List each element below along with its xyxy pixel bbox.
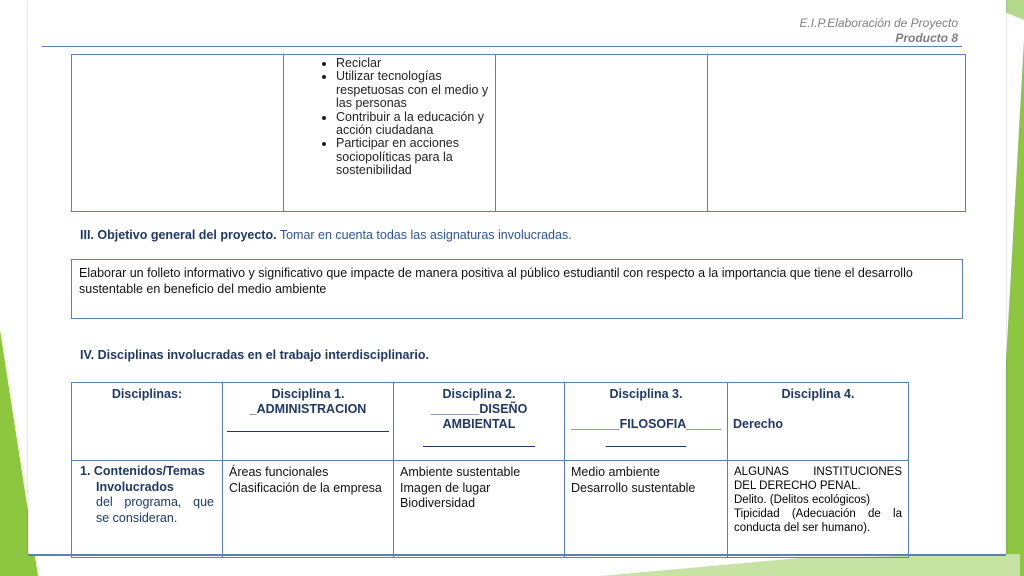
- top-table-cell-4: [708, 55, 966, 212]
- discipline-1-contents: Áreas funcionales Clasificación de la empresa: [223, 461, 394, 558]
- disciplines-header-label: Disciplinas:: [72, 383, 223, 461]
- discipline-3-contents: Medio ambiente Desarrollo sustentable: [565, 461, 728, 558]
- discipline-1-header: Disciplina 1. _ADMINISTRACION: [223, 383, 394, 461]
- bullet-item: • Participar en acciones sociopolíticas para la sostenibilidad: [336, 137, 495, 177]
- doc-header-product: Producto 8: [895, 31, 958, 45]
- bullet-item: • Utilizar tecnologías respetuosas con el medio y las personas: [336, 70, 495, 110]
- discipline-2-header: Disciplina 2. _______DISEÑO AMBIENTAL: [394, 383, 565, 461]
- bullet-item: • Contribuir a la educación y acción ciudadana: [336, 111, 495, 138]
- top-table-cell-3: [496, 55, 708, 212]
- top-table-cell-bullets: [284, 55, 496, 212]
- section4-heading: IV. Disciplinas involucradas en el trabajo interdisciplinario.: [80, 348, 429, 362]
- discipline-4-contents: ALGUNAS INSTITUCIONES DEL DERECHO PENAL. Delito. (Delitos ecológicos) Tipicidad (Adecuación de la conducta del ser humano).: [728, 461, 909, 558]
- top-table-cell-1: [72, 55, 284, 212]
- doc-header-title: E.I.P.Elaboración de Proyecto: [799, 16, 958, 30]
- bullet-item: • Reciclar: [336, 57, 495, 70]
- objective-box: Elaborar un folleto informativo y significativo que impacte de manera positiva al público estudiantil con respecto a la importancia que tiene el desarrollo sustentable en beneficio del medio ambiente: [71, 259, 963, 319]
- section3-title: III. Objetivo general del proyecto.: [80, 228, 277, 242]
- row-label-contents: 1. Contenidos/Temas Involucrados del programa, que se consideran.: [72, 461, 223, 558]
- top-table: [71, 54, 966, 212]
- discipline-3-header: Disciplina 3. _______FILOSOFIA_____: [565, 383, 728, 461]
- section3-heading: [80, 228, 572, 242]
- header-rule: [42, 46, 962, 47]
- discipline-4-header: Disciplina 4. Derecho: [728, 383, 909, 461]
- discipline-2-contents: Ambiente sustentable Imagen de lugar Biodiversidad: [394, 461, 565, 558]
- bullet-list: [284, 57, 495, 178]
- disciplines-table: [71, 382, 909, 558]
- section3-note: Tomar en cuenta todas las asignaturas involucradas.: [279, 228, 572, 242]
